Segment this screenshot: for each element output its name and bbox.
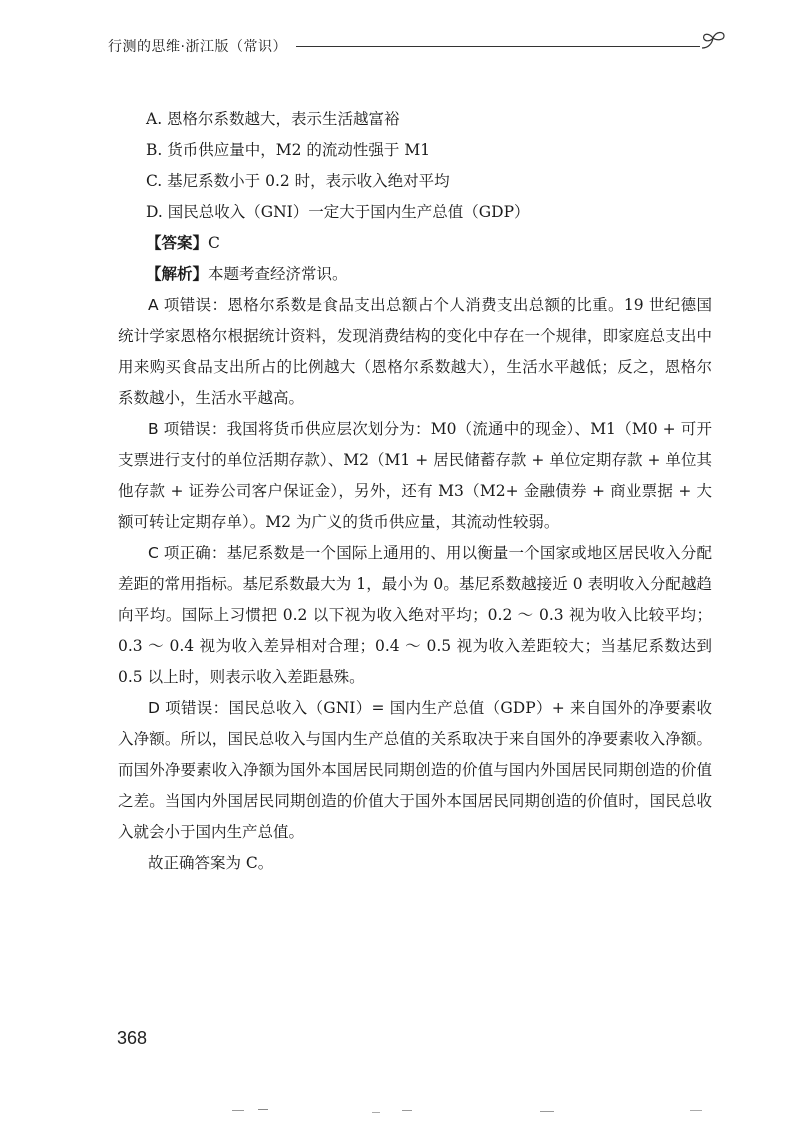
paragraph-d-text: 国民总收入（GNI）= 国内生产总值（GDP）+ 来自国外的净要素收入净额。所以，国民总收入与国内生产总值的关系取决于来自国外的净要素收入净额。而国外净要素收入净额为国外本国居民同期创造的价值与国内外国居民同期创造的价值之差。当国内外国居民同期创造的价值大于国外本国居民同期创造的价值时，国民总收入就会小于国内生产总值。: [118, 699, 712, 841]
paragraph-c-lead: C 项正确：: [148, 544, 227, 562]
analysis-intro: 本题考查经济常识。: [208, 265, 348, 283]
sprout-ornament-icon: [698, 28, 728, 54]
option-b: B. 货币供应量中，M2 的流动性强于 M1: [146, 141, 431, 159]
paragraph-b-text: 我国将货币供应层次划分为：M0（流通中的现金）、M1（M0 + 可开支票进行支付的单位活期存款）、M2（M1 + 居民储蓄存款 + 单位定期存款 + 单位其他存款 + 证券公司客户保证金），另外，还有 M3（M2+ 金融债券 + 商业票据 + 大额可转让定期存单）。M2 为广义的货币供应量，其流动性较弱。: [118, 420, 713, 531]
header-title: 行测的思维·浙江版（常识）: [108, 39, 287, 55]
paragraph-b-lead: B 项错误：: [148, 420, 227, 438]
conclusion: 故正确答案为 C。: [148, 854, 274, 872]
page-number: 368: [117, 1028, 148, 1048]
paragraph-c-text: 基尼系数是一个国际上通用的、用以衡量一个国家或地区居民收入分配差距的常用指标。基尼系数最大为 1，最小为 0。基尼系数越接近 0 表明收入分配越趋向平均。国际上习惯把 0.2 以下视为收入绝对平均；0.2 ～ 0.3 视为收入比较平均；0.3 ～ 0.4 视为收入差异相对合理；0.4 ～ 0.5 视为收入差距较大；当基尼系数达到 0.5 以上时，则表示收入差距悬殊。: [118, 544, 712, 686]
analysis-paragraph-d: [118, 693, 712, 848]
analysis-line: [118, 259, 712, 290]
paragraph-d-lead: D 项错误：: [148, 699, 229, 717]
analysis-paragraph-b: [118, 414, 712, 538]
analysis-paragraph-c: [118, 538, 712, 693]
option-d: D. 国民总收入（GNI）一定大于国内生产总值（GDP）: [146, 203, 530, 221]
answer-value: C: [208, 234, 220, 252]
analysis-label: 【解析】: [146, 265, 209, 283]
page-content: [118, 104, 712, 879]
option-a: A. 恩格尔系数越大，表示生活越富裕: [146, 110, 400, 128]
analysis-paragraph-a: [118, 290, 712, 414]
answer-line: [118, 228, 712, 259]
answer-label: 【答案】: [146, 234, 209, 252]
option-c: C. 基尼系数小于 0.2 时，表示收入绝对平均: [146, 172, 450, 190]
scan-noise: [0, 1104, 800, 1118]
paragraph-a-text: 恩格尔系数是食品支出总额占个人消费支出总额的比重。19 世纪德国统计学家恩格尔根据统计资料，发现消费结构的变化中存在一个规律，即家庭总支出中用来购买食品支出所占的比例越大（恩格尔系数越大），生活水平越低；反之，恩格尔系数越小，生活水平越高。: [118, 296, 712, 407]
running-header: [108, 34, 728, 58]
paragraph-a-lead: A 项错误：: [148, 296, 228, 314]
header-rule: [296, 46, 700, 47]
